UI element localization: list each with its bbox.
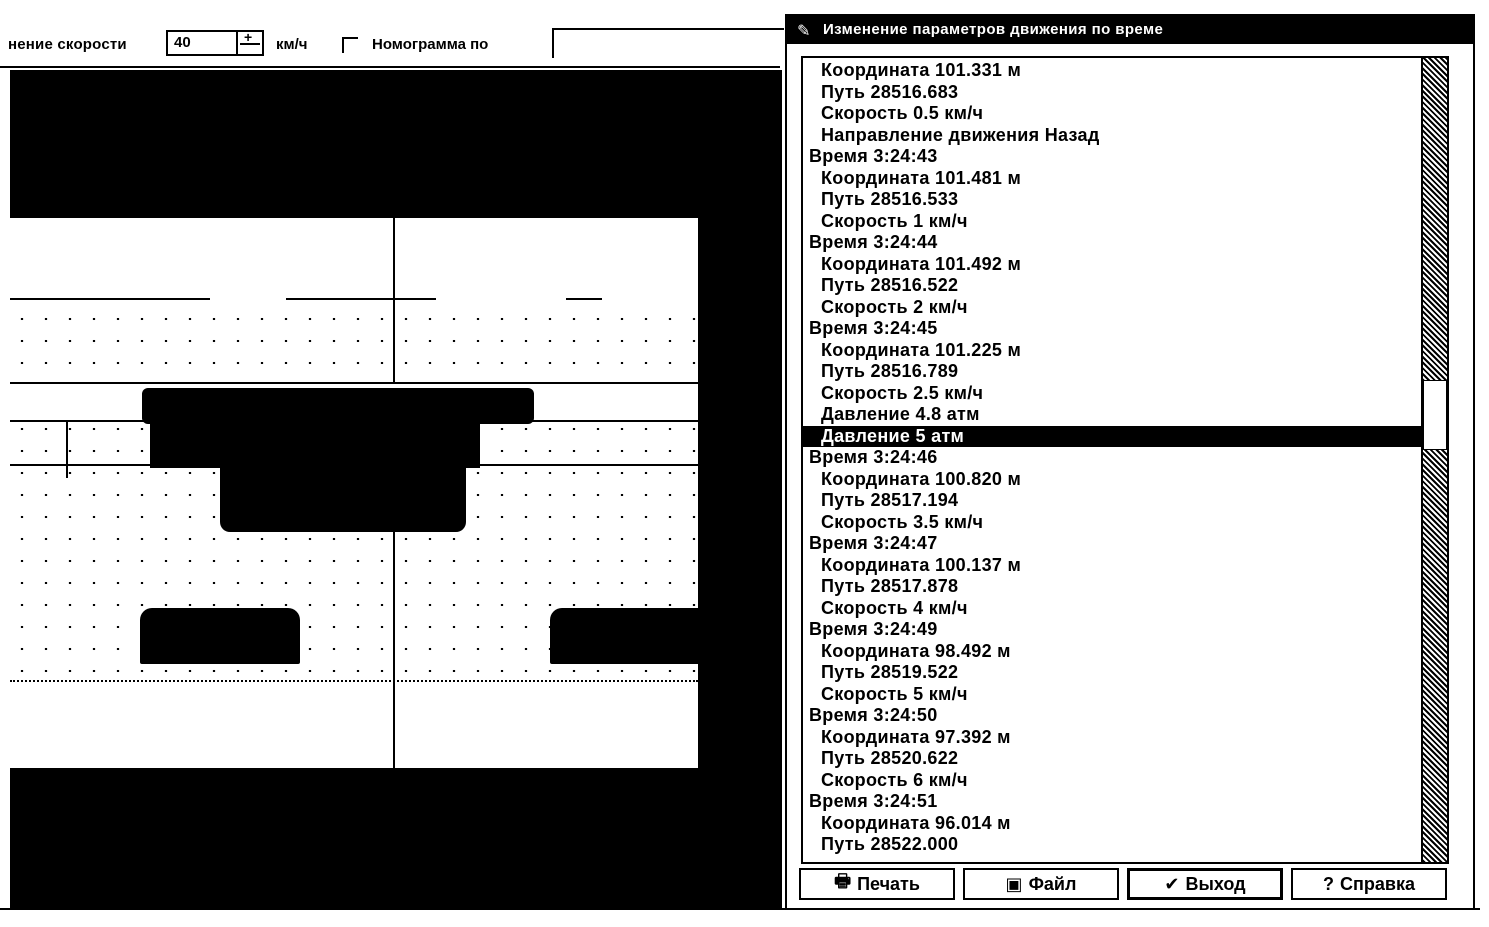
- list-item-param[interactable]: Путь 28519.522: [821, 662, 959, 682]
- file-button[interactable]: [963, 868, 1119, 900]
- list-item-param[interactable]: Координата 96.014 м: [821, 812, 1011, 833]
- list-item-param[interactable]: Скорость 5 км/ч: [821, 683, 968, 704]
- motion-parameters-dialog[interactable]: [785, 14, 1475, 910]
- trace-blob-2: [150, 424, 480, 468]
- nomogram-checkbox[interactable]: [342, 37, 358, 53]
- question-mark-icon: ?: [1323, 873, 1335, 894]
- list-item-param[interactable]: Путь 28516.789: [821, 361, 959, 381]
- trace-dash-2: [286, 298, 436, 300]
- trace-blob-1: [142, 388, 534, 424]
- top-toolbar: [0, 24, 780, 64]
- list-item-time[interactable]: Время 3:24:50: [809, 705, 938, 725]
- scrollbar-thumb[interactable]: [1423, 380, 1447, 450]
- scope-panel[interactable]: [10, 70, 782, 910]
- events-list: [803, 60, 1421, 856]
- list-item-param[interactable]: Скорость 2.5 км/ч: [821, 382, 984, 403]
- list-item-param[interactable]: Путь 28517.878: [821, 576, 959, 596]
- list-item-time[interactable]: Время 3:24:47: [809, 533, 938, 553]
- list-item-param[interactable]: Путь 28520.622: [821, 748, 959, 768]
- list-item-param[interactable]: Координата 101.481 м: [821, 167, 1022, 188]
- list-item-param[interactable]: Скорость 2 км/ч: [821, 296, 968, 317]
- trace-marker: [66, 422, 68, 478]
- speed-input-value: 40: [174, 34, 191, 51]
- trace-dotted-line: [10, 680, 698, 684]
- list-item-time[interactable]: Время 3:24:45: [809, 318, 938, 338]
- list-item-param[interactable]: Координата 97.392 м: [821, 726, 1011, 747]
- nomogram-combo[interactable]: [552, 28, 784, 58]
- list-item-param[interactable]: Давление 5 атм: [803, 426, 1421, 448]
- speed-unit-label: км/ч: [276, 36, 308, 53]
- list-item-param[interactable]: Путь 28517.194: [821, 490, 959, 510]
- trace-dash-3: [566, 298, 602, 300]
- list-item-param[interactable]: Координата 101.492 м: [821, 253, 1022, 274]
- exit-button-label: Выход: [1185, 873, 1246, 894]
- list-item-param[interactable]: Путь 28522.000: [821, 834, 959, 854]
- list-item-param[interactable]: Путь 28516.683: [821, 81, 959, 102]
- dialog-app-icon: ✎: [797, 23, 811, 40]
- trace-blob-5: [550, 608, 698, 664]
- list-item-param[interactable]: Координата 101.225 м: [821, 339, 1022, 360]
- list-item-time[interactable]: Время 3:24:51: [809, 791, 938, 811]
- help-button[interactable]: [1291, 868, 1447, 900]
- speed-spin-button[interactable]: [236, 32, 262, 54]
- dialog-title: Изменение параметров движения по време: [823, 21, 1164, 38]
- dialog-titlebar[interactable]: [787, 16, 1473, 44]
- list-item-param[interactable]: Путь 28516.533: [821, 189, 959, 209]
- printer-icon: 🖶: [834, 871, 852, 891]
- checkmark-icon: ✔: [1164, 873, 1180, 894]
- list-item-param[interactable]: Скорость 0.5 км/ч: [821, 103, 984, 123]
- list-item-param[interactable]: Путь 28516.522: [821, 275, 959, 295]
- print-button-label: Печать: [857, 873, 920, 894]
- speed-input[interactable]: [166, 30, 264, 56]
- list-item-time[interactable]: Время 3:24:44: [809, 232, 938, 252]
- floppy-disk-icon: ▣: [1005, 873, 1023, 894]
- list-item-param[interactable]: Скорость 1 км/ч: [821, 210, 968, 231]
- events-listbox[interactable]: [801, 56, 1449, 864]
- list-item-param[interactable]: Координата 98.492 м: [821, 640, 1011, 661]
- print-button[interactable]: [799, 868, 955, 900]
- nomogram-label: Номограмма по: [372, 36, 489, 53]
- list-item-time[interactable]: Время 3:24:43: [809, 146, 938, 166]
- speed-limit-label: нение скорости: [8, 36, 127, 53]
- exit-button[interactable]: [1127, 868, 1283, 900]
- list-item-param[interactable]: Скорость 3.5 км/ч: [821, 511, 984, 532]
- file-button-label: Файл: [1028, 873, 1077, 894]
- list-item-param[interactable]: Скорость 4 км/ч: [821, 597, 968, 618]
- trace-baseline: [10, 464, 698, 466]
- trace-dash-1: [10, 298, 210, 300]
- toolbar-divider: [0, 66, 780, 68]
- list-item-param[interactable]: Давление 4.8 атм: [821, 404, 980, 424]
- listbox-scrollbar[interactable]: [1421, 58, 1447, 862]
- list-item-param[interactable]: Координата 100.820 м: [821, 468, 1022, 489]
- list-item-time[interactable]: Время 3:24:46: [809, 447, 938, 467]
- help-button-label: Справка: [1340, 873, 1415, 894]
- list-item-time[interactable]: Время 3:24:49: [809, 619, 938, 639]
- scope-screen[interactable]: [10, 218, 698, 768]
- trace-blob-4: [140, 608, 300, 664]
- trace-blob-3: [220, 468, 466, 532]
- list-item-param[interactable]: Скорость 6 км/ч: [821, 769, 968, 790]
- list-item-param[interactable]: Координата 100.137 м: [821, 554, 1022, 575]
- list-item-param[interactable]: Координата 101.331 м: [821, 60, 1022, 80]
- list-item-param[interactable]: Направление движения Назад: [821, 124, 1100, 145]
